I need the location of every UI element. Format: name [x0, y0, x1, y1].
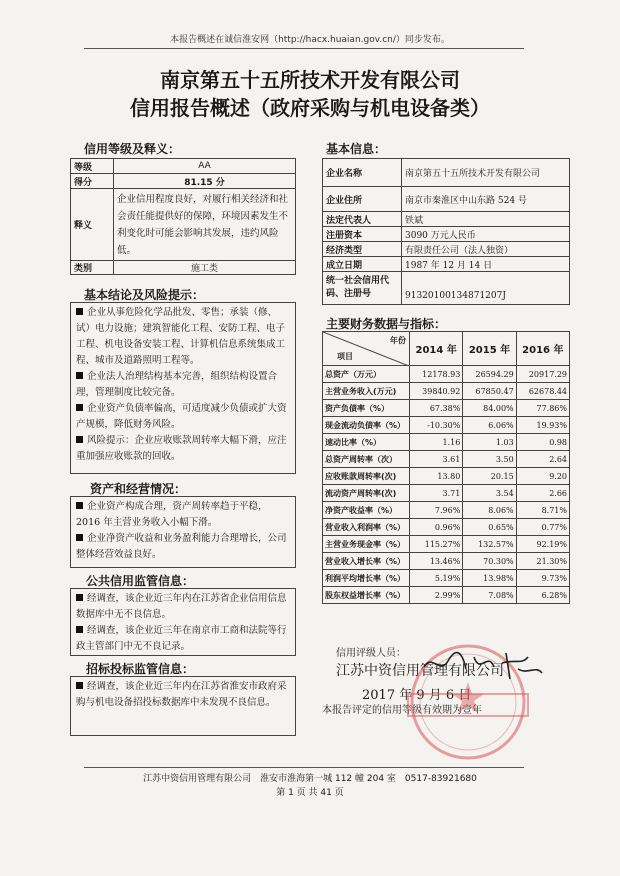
finance-value: 2.64 [516, 451, 569, 468]
year-header: 2016 年 [516, 332, 569, 366]
top-divider [84, 48, 524, 49]
basic-value-rep: 铁斌 [402, 212, 570, 227]
finance-row-label: 流动资产周转率(次) [323, 485, 410, 502]
finance-value: 19.93% [516, 417, 569, 434]
finance-row-label: 净资产收益率（%） [323, 502, 410, 519]
finance-row [323, 553, 570, 570]
finance-value: 115.27% [410, 536, 463, 553]
bullet-icon [76, 534, 83, 541]
finance-table [322, 331, 570, 604]
finance-value: 21.30% [516, 553, 569, 570]
category-label: 类别 [71, 261, 114, 275]
finance-value: 3.71 [410, 485, 463, 502]
bullet-icon [76, 308, 83, 315]
meaning-label: 释义 [71, 189, 114, 261]
finance-row-label: 应收账款周转率(次) [323, 468, 410, 485]
finance-value: 0.96% [410, 519, 463, 536]
basic-value-address: 南京市秦淮区中山东路 524 号 [402, 187, 570, 212]
finance-row [323, 485, 570, 502]
finance-row-label: 总资产周转率（次） [323, 451, 410, 468]
finance-value: 0.65% [463, 519, 516, 536]
finance-value: 13.98% [463, 570, 516, 587]
basic-value-type: 有限责任公司（法人独资） [402, 242, 570, 257]
rating-company: 江苏中资信用管理有限公司 [336, 663, 504, 679]
bullet-icon [76, 436, 83, 443]
assets-heading: 资产和经营情况： [90, 482, 187, 496]
basic-info-table [322, 158, 570, 305]
finance-value: 26594.29 [463, 366, 516, 383]
finance-value: 70.30% [463, 553, 516, 570]
bullet-icon [76, 594, 83, 601]
finance-row-label: 营业收入增长率（%） [323, 553, 410, 570]
conclusion-item: 企业从事危险化学品批发、零售；承装（修、试）电力设施；建筑智能化工程、安防工程、电子工程、机电设备安装工程、计算机信息系统集成工程、城市及道路照明工程等。 [76, 307, 286, 366]
finance-row [323, 519, 570, 536]
score-label: 得分 [71, 174, 114, 189]
finance-value: 77.86% [516, 400, 569, 417]
finance-value: 84.00% [463, 400, 516, 417]
finance-row-label: 利润平均增长率（%） [323, 570, 410, 587]
finance-value: 67.38% [410, 400, 463, 417]
page-number: 第 1 页 共 41 页 [276, 788, 344, 798]
report-title-company: 南京第五十五所技术开发有限公司 [160, 68, 460, 92]
finance-value: 7.08% [463, 587, 516, 604]
bullet-icon [76, 682, 83, 689]
tender-item: 经调查，该企业近三年内在江苏省淮安市政府采购与机电设备招投标数据库中未发现不良信息。 [76, 681, 287, 708]
tender-box [70, 676, 296, 736]
finance-value: 3.50 [463, 451, 516, 468]
assets-item: 企业资产构成合理，资产周转率趋于平稳，2016 年主营业务收入小幅下滑。 [76, 501, 268, 528]
conclusion-box [70, 302, 296, 474]
finance-row-label: 主营业务现金率（%） [323, 536, 410, 553]
assets-box [70, 496, 296, 568]
basic-heading: 基本信息： [326, 142, 387, 156]
basic-label-address: 企业住所 [323, 187, 402, 212]
finance-value: 20.15 [463, 468, 516, 485]
basic-label-code: 统一社会信用代码、注册号 [323, 272, 402, 305]
finance-value: 3.61 [410, 451, 463, 468]
basic-value-name: 南京第五十五所技术开发有限公司 [402, 159, 570, 187]
bullet-icon [76, 502, 83, 509]
assets-item: 企业净资产收益和业务盈利能力合理增长，公司整体经营效益良好。 [76, 533, 287, 560]
finance-value: 9.20 [516, 468, 569, 485]
category-value: 施工类 [114, 261, 296, 275]
rater-label: 信用评级人员： [336, 648, 406, 659]
bullet-icon [76, 372, 83, 379]
finance-value: 39840.92 [410, 383, 463, 400]
finance-value: 2.66 [516, 485, 569, 502]
conclusion-heading: 基本结论及风险提示： [84, 288, 205, 302]
finance-value: 20917.29 [516, 366, 569, 383]
finance-value: 7.96% [410, 502, 463, 519]
finance-row [323, 587, 570, 604]
finance-value: 0.98 [516, 434, 569, 451]
basic-value-founded: 1987 年 12 月 14 日 [402, 257, 570, 272]
conclusion-item: 风险提示：企业应收账款周转率大幅下滑，应注重加强应收账款的回收。 [76, 435, 287, 462]
basic-value-capital: 3090 万元人民币 [402, 227, 570, 242]
finance-value: 0.77% [516, 519, 569, 536]
public-item: 经调查，该企业近三年在南京市工商和法院等行政主管部门中无不良记录。 [76, 625, 287, 652]
finance-value: 12178.93 [410, 366, 463, 383]
score-value: 81.15 分 [114, 174, 296, 189]
finance-row-label: 现金流动负债率（%） [323, 417, 410, 434]
finance-row-label: 资产负债率（%） [323, 400, 410, 417]
finance-row [323, 468, 570, 485]
grade-value: AA [114, 159, 296, 174]
handwritten-signature [418, 645, 548, 685]
finance-value: 1.16 [410, 434, 463, 451]
basic-label-rep: 法定代表人 [323, 212, 402, 227]
basic-label-name: 企业名称 [323, 159, 402, 187]
finance-row-label: 股东权益增长率（%） [323, 587, 410, 604]
basic-label-type: 经济类型 [323, 242, 402, 257]
basic-label-capital: 注册资本 [323, 227, 402, 242]
bottom-divider [84, 767, 524, 768]
finance-row [323, 400, 570, 417]
footer-company-line: 江苏中资信用管理有限公司 淮安市淮海第一城 112 幢 204 室 0517-83921680 [143, 774, 477, 784]
finance-row [323, 417, 570, 434]
finance-value: 3.54 [463, 485, 516, 502]
finance-row-label: 主营业务收入(万元) [323, 383, 410, 400]
finance-value: 13.80 [410, 468, 463, 485]
finance-value: 92.19% [516, 536, 569, 553]
credit-table [70, 158, 296, 275]
report-title-type: 信用报告概述（政府采购与机电设备类） [130, 96, 490, 120]
rating-date: 2017 年 9 月 6 日 [362, 688, 472, 703]
finance-value: 6.06% [463, 417, 516, 434]
public-heading: 公共信用监管信息： [86, 574, 195, 588]
finance-row [323, 383, 570, 400]
finance-row [323, 570, 570, 587]
finance-row [323, 536, 570, 553]
finance-value: 5.19% [410, 570, 463, 587]
finance-row [323, 451, 570, 468]
finance-row-label: 营业收入利润率（%） [323, 519, 410, 536]
finance-row-label: 速动比率（%） [323, 434, 410, 451]
header-notice: 本报告概述在诚信淮安网（http://hacx.huaian.gov.cn/）同步发布。 [170, 35, 450, 45]
credit-heading: 信用等级及释义： [84, 142, 181, 156]
year-header: 2014 年 [410, 332, 463, 366]
finance-row-label: 总资产（万元） [323, 366, 410, 383]
conclusion-item: 企业资产负债率偏高，可适度减少负债或扩大资产规模，降低财务风险。 [76, 403, 287, 430]
finance-value: 62678.44 [516, 383, 569, 400]
finance-value: -10.30% [410, 417, 463, 434]
finance-heading: 主要财务数据与指标： [326, 317, 447, 331]
basic-label-founded: 成立日期 [323, 257, 402, 272]
bullet-icon [76, 626, 83, 633]
finance-value: 6.28% [516, 587, 569, 604]
basic-value-code: 91320100134871207J [402, 272, 570, 305]
grade-label: 等级 [71, 159, 114, 174]
finance-value: 1.03 [463, 434, 516, 451]
finance-row [323, 434, 570, 451]
finance-corner-cell [323, 332, 410, 366]
finance-row [323, 502, 570, 519]
validity-note: 本报告评定的信用等级有效期为壹年 [322, 705, 482, 716]
tender-heading: 招标投标监管信息： [86, 662, 195, 676]
finance-value: 8.71% [516, 502, 569, 519]
public-item: 经调查，该企业近三年内在江苏省企业信用信息数据库中无不良信息。 [76, 593, 287, 620]
finance-value: 67850.47 [463, 383, 516, 400]
corner-year-label: 年份 [390, 336, 406, 345]
meaning-value: 企业信用程度良好，对履行相关经济和社会责任能提供好的保障，环境因素发生不利变化时可能会影响其发展，违约风险低。 [114, 189, 296, 261]
finance-value: 8.06% [463, 502, 516, 519]
public-box [70, 588, 296, 656]
finance-row [323, 366, 570, 383]
finance-value: 9.73% [516, 570, 569, 587]
conclusion-item: 企业法人治理结构基本完善，组织结构设置合理，管理制度比较完备。 [76, 371, 278, 398]
corner-item-label: 项目 [337, 352, 353, 361]
year-header: 2015 年 [463, 332, 516, 366]
finance-value: 2.99% [410, 587, 463, 604]
finance-value: 132.57% [463, 536, 516, 553]
finance-value: 13.46% [410, 553, 463, 570]
bullet-icon [76, 404, 83, 411]
